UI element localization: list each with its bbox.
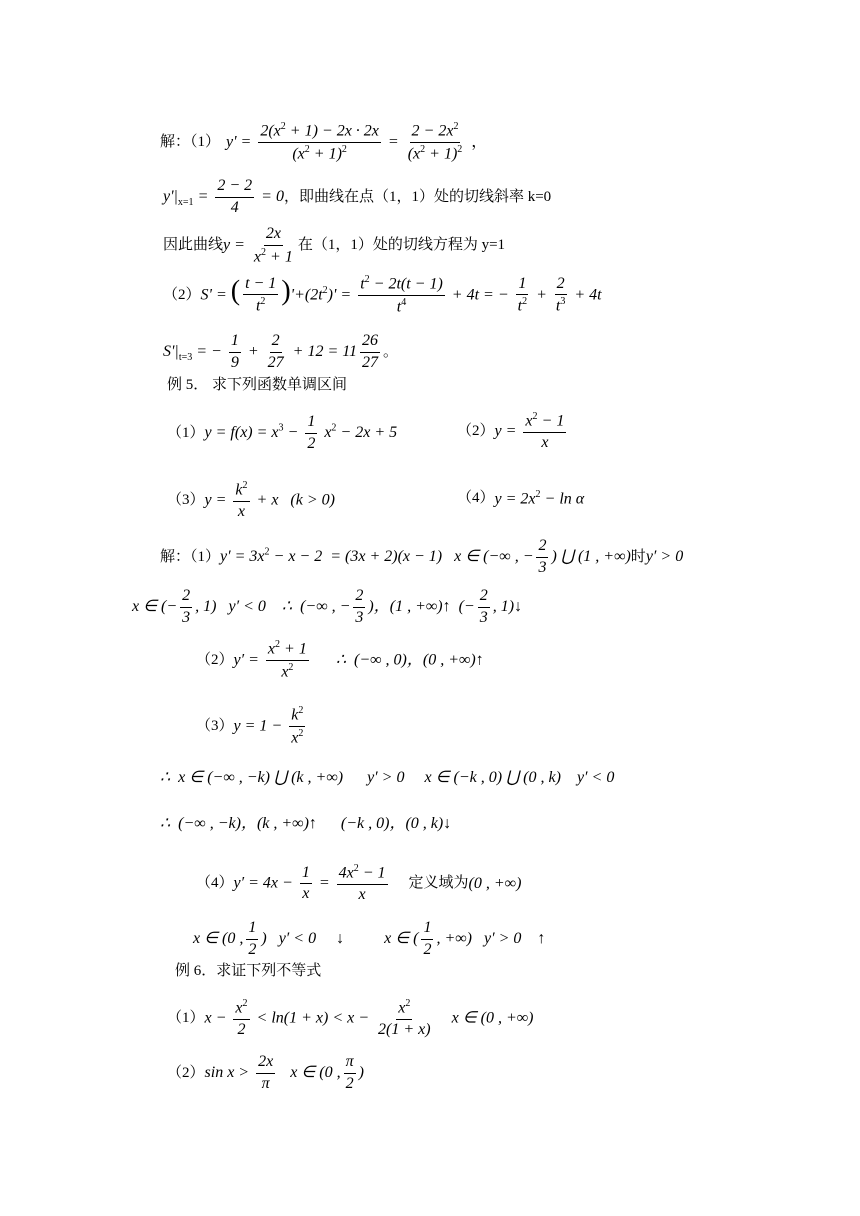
example5-sol3 — [196, 706, 308, 747]
example5-sol1-result: y′ > 0 — [645, 548, 684, 566]
example5-sol1-equation: $y' = 3x^2 - x - 2 = (3x + 2)(x - 1)$ x ∈ (−∞ , − $\frac{2}{3}$ ) ⋃ (1 , +∞) — [220, 537, 631, 576]
example5-sol3-monotonic-equation: ∴ (−∞ , −k)，(k , +∞)↑ (−k , 0)，(0 , k)↓ — [160, 815, 452, 832]
example6-title-text: 例 6．求证下列不等式 — [175, 963, 322, 979]
example6-q1-equation: x − $\frac{x^2}{2}$ < ln(1 + x) < x − $\frac{x^2}{2(1 + x)}$ x ∈ (0 , +∞) — [204, 998, 534, 1039]
example5-sol1-when: 时 — [630, 548, 646, 565]
example5-q2-label: （2） — [457, 423, 495, 440]
example5-sol1-cont — [132, 588, 522, 627]
example5-sol3-intervals — [160, 770, 614, 786]
example5-sol4-label: （4） — [196, 875, 234, 892]
example5-sol2-equation: y′ = $\frac{x^2 + 1}{x^2}$ ∴ (−∞ , 0)，(0 , +∞)↑ — [233, 639, 484, 681]
solution4-part2-equation: S' = ( $\frac{t - 1}{t^2}$ )'$+(2t^2)$' = $\frac{t^2 - 2t(t - 1)}{t^4}$ + 4t = − $\frac{1}{t^2}$ + $\frac{2}{t^3}$ + 4t — [200, 274, 602, 316]
solution4-tangent — [163, 226, 505, 266]
example5-sol3-label: （3） — [196, 718, 234, 735]
solution4-tangent-text: 在（1，1）处的切线方程为 y=1 — [297, 237, 506, 254]
example5-sol2 — [196, 640, 484, 681]
example5-sol4 — [196, 864, 521, 904]
example6-q1-label: （1） — [167, 1010, 205, 1027]
solution4-part2-label: （2） — [163, 287, 201, 304]
solution4-part2-value — [163, 333, 398, 372]
example5-q2-equation: y = $\frac{x^2 - 1}{x}$ — [494, 411, 565, 452]
example6-q1 — [167, 999, 534, 1039]
example5-sol3-equation: y = 1 − $\frac{k^2}{x^2}$ — [233, 705, 304, 747]
solution4-slope — [163, 178, 551, 217]
example5-q2 — [457, 412, 569, 452]
example6-q2-equation: sin x > $\frac{2x}{\pi}$ x ∈ (0 , $\frac{\pi}{2}$ ) — [204, 1053, 364, 1092]
example5-sol3-monotonic — [160, 816, 451, 832]
example5-q4 — [457, 490, 584, 507]
example6-title — [175, 964, 321, 979]
solution4-tangent-function: y = $\frac{2x}{x^2 + 1}$ — [223, 225, 293, 266]
solution4-part1-equation: y' = $\frac{2(x^2 + 1) - 2x \cdot 2x}{(x^2 + 1)^2}$ = $\frac{2 - 2x^2}{(x^2 + 1)^2}$ ， — [226, 121, 488, 163]
example6-q2-label: （2） — [167, 1064, 205, 1081]
example5-sol4-domain-label: 定义域为 — [408, 875, 469, 892]
example5-sol4-domain-value: (0 , +∞) — [468, 874, 522, 892]
example5-q3-label: （3） — [167, 492, 205, 509]
solution4-slope-equation: $y'|_{x=1}$ = $\frac{2 - 2}{4}$ = 0 — [163, 177, 284, 216]
example5-title-text: 例 5． 求下列函数单调区间 — [167, 377, 348, 393]
solution4-part2 — [163, 275, 602, 316]
example5-q1 — [167, 414, 397, 453]
example5-sol1 — [160, 538, 683, 577]
solution4-part1-label: 解：（1） — [160, 134, 221, 151]
solution4-tangent-prefix: 因此曲线 — [163, 237, 224, 254]
example5-sol3-intervals-equation: ∴ x ∈ (−∞ , −k) ⋃ (k , +∞) y′ > 0 x ∈ (−k , 0) ⋃ (0 , k) y′ < 0 — [160, 769, 615, 786]
example5-sol4-equation: y′ = 4x − $\frac{1}{x}$ = $\frac{4x^2 - 1}{x}$ — [233, 863, 386, 904]
example5-q1-label: （1） — [167, 424, 205, 441]
example5-sol4-intervals — [193, 920, 545, 959]
example5-q4-label: （4） — [457, 490, 495, 507]
example5-q3-equation: y = $\frac{k^2}{x}$ + x (k > 0) — [204, 480, 335, 521]
example5-sol4-intervals-equation: x ∈ (0 , $\frac{1}{2}$ ) y′ < 0 ↓ x ∈ ( $\frac{1}{2}$ , +∞) y′ > 0 ↑ — [193, 919, 546, 958]
example5-title — [167, 378, 347, 393]
solution4-part2-value-equation: $S'|_{t=3}$ = − $\frac{1}{9}$ + $\frac{2}{27}$ + 12 = 11 $\frac{26}{27}$ — [163, 332, 379, 371]
example5-q4-equation: $y = 2x^2 - \ln \alpha$ — [494, 489, 585, 508]
solution4-part1 — [160, 122, 487, 163]
solution4-slope-text: ，即曲线在点（1，1）处的切线斜率 k=0 — [283, 188, 552, 205]
example5-q3 — [167, 481, 335, 521]
example5-sol1-label: 解：（1） — [160, 548, 221, 565]
solution4-end-mark: 。 — [383, 343, 399, 360]
example5-sol2-label: （2） — [196, 652, 234, 669]
example5-q1-equation: $y = f(x) = x^3$ − $\frac{1}{2}$ $x^2 - 2x + 5$ — [204, 413, 398, 452]
example6-q2 — [167, 1054, 364, 1093]
example5-sol1-cont-equation: x ∈ (− $\frac{2}{3}$ , 1) y′ < 0 ∴ (−∞ , − $\frac{2}{3}$ )，(1 , +∞)↑ (− $\frac{2}{3}$ , 1)↓ — [132, 587, 523, 626]
